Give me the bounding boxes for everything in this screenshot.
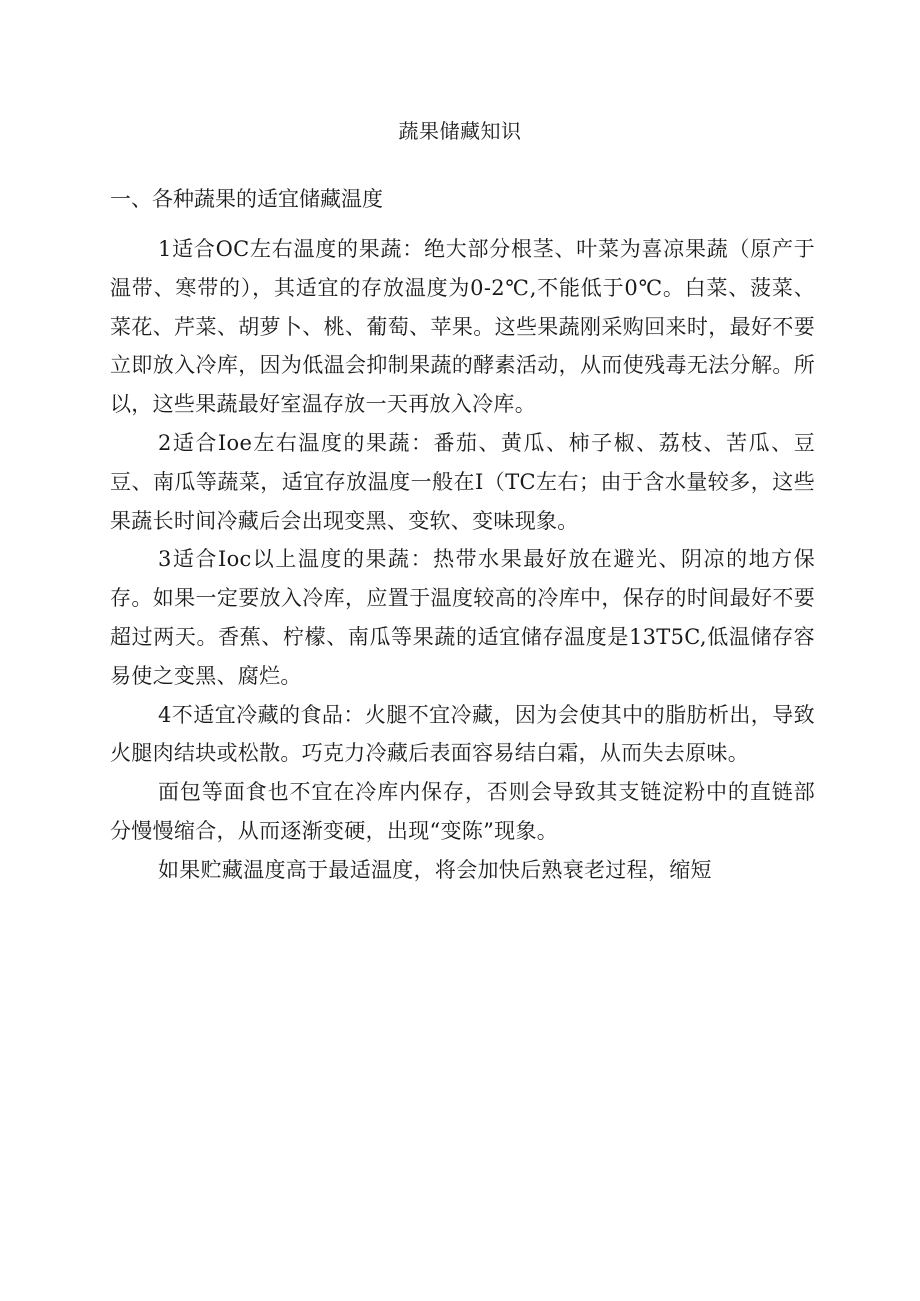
paragraph-3: 3适合Ioc以上温度的果蔬：热带水果最好放在避光、阴凉的地方保存。如果一定要放入冷库，应置于温度较高的冷库中，保存的时间最好不要超过两天。香蕉、柠檬、南瓜等果蔬的适宜储存温度是13T5C,低温储存容易使之变黑、腐烂。 <box>110 547 815 688</box>
paragraph-5: 面包等面食也不宜在冷库内保存，否则会导致其支链淀粉中的直链部分慢慢缩合，从而逐渐变硬，出现“变陈”现象。 <box>110 780 815 843</box>
document-body <box>110 230 815 890</box>
paragraph-1: 1适合OC左右温度的果蔬：绝大部分根茎、叶菜为喜凉果蔬（原产于温带、寒带的），其适宜的存放温度为0-2℃,不能低于0℃。白菜、菠菜、菜花、芹菜、胡萝卜、桃、葡萄、苹果。这些果蔬刚采购回来时，最好不要立即放入冷库，因为低温会抑制果蔬的酵素活动，从而使残毒无法分解。所以，这些果蔬最好室温存放一天再放入冷库。 <box>110 237 815 417</box>
paragraph-2: 2适合Ioe左右温度的果蔬：番茄、黄瓜、柿子椒、荔枝、苦瓜、豆豆、南瓜等蔬菜，适宜存放温度一般在I（TC左右；由于含水量较多，这些果蔬长时间冷藏后会出现变黑、变软、变味现象。 <box>110 430 815 533</box>
document-title: 蔬果储藏知识 <box>398 119 522 143</box>
section-heading: 一、各种蔬果的适宜储藏温度 <box>110 187 383 211</box>
paragraph-4: 4不适宜冷藏的食品：火腿不宜冷藏，因为会使其中的脂肪析出，导致火腿肉结块或松散。巧克力冷藏后表面容易结白霜，从而失去原味。 <box>110 702 815 766</box>
paragraph-6: 如果贮藏温度高于最适温度，将会加快后熟衰老过程，缩短 <box>158 857 712 882</box>
